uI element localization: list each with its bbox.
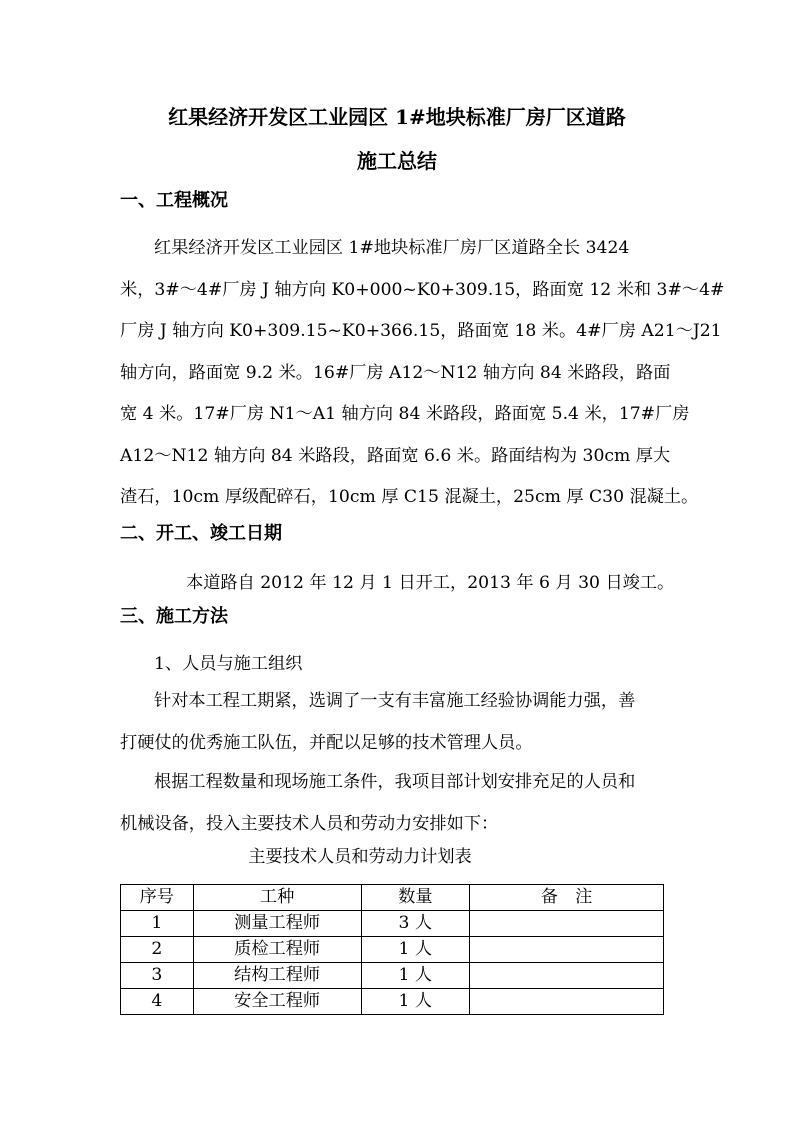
section-heading-overview: 一、工程概况 xyxy=(120,190,228,211)
cell-trade: 测量工程师 xyxy=(193,911,361,937)
overview-paragraph xyxy=(120,228,725,519)
overview-line: 红果经济开发区工业园区 1#地块标准厂房厂区道路全长 3424 xyxy=(154,238,630,258)
cell-index: 4 xyxy=(121,989,194,1015)
section-heading-method: 三、施工方法 xyxy=(120,606,228,627)
arrangement-line: 根据工程数量和现场施工条件，我项目部计划安排充足的人员和 xyxy=(154,772,636,792)
cell-index: 1 xyxy=(121,911,194,937)
cell-trade: 质检工程师 xyxy=(193,937,361,963)
cell-quantity: 1 人 xyxy=(361,937,469,963)
table-row xyxy=(121,989,664,1015)
arrangement-paragraph xyxy=(120,762,676,845)
table-caption: 主要技术人员和劳动力计划表 xyxy=(248,847,472,867)
section-heading-dates: 二、开工、竣工日期 xyxy=(120,523,282,544)
subheading-personnel: 1、人员与施工组织 xyxy=(154,654,303,674)
dates-paragraph: 本道路自 2012 年 12 月 1 日开工，2013 年 6 月 30 日竣工。 xyxy=(186,573,675,593)
personnel-line: 针对本工程工期紧，选调了一支有丰富施工经验协调能力强，善 xyxy=(154,691,636,711)
overview-line: 米，3#～4#厂房 J 轴方向 K0+000~K0+309.15，路面宽 12 米和 3#～4# xyxy=(120,279,725,300)
overview-line: 宽 4 米。17#厂房 N1～A1 轴方向 84 米路段，路面宽 5.4 米，17#厂房 xyxy=(120,404,690,424)
overview-line: A12～N12 轴方向 84 米路段，路面宽 6.6 米。路面结构为 30cm 厚大 xyxy=(120,445,671,466)
table-row xyxy=(121,937,664,963)
staff-plan-table xyxy=(120,884,664,1015)
column-header-index: 序号 xyxy=(121,885,194,911)
overview-line: 渣石，10cm 厚级配碎石，10cm 厚 C15 混凝土，25cm 厚 C30 混凝土。 xyxy=(120,487,699,507)
arrangement-line: 机械设备，投入主要技术人员和劳动力安排如下： xyxy=(120,813,499,834)
table-header-row xyxy=(121,885,664,911)
cell-quantity: 3 人 xyxy=(361,911,469,937)
cell-index: 2 xyxy=(121,937,194,963)
personnel-paragraph xyxy=(120,681,676,764)
overview-line: 轴方向，路面宽 9.2 米。16#厂房 A12～N12 轴方向 84 米路段，路面 xyxy=(120,362,671,383)
column-header-remarks: 备 注 xyxy=(470,885,664,911)
cell-remarks xyxy=(470,937,664,963)
personnel-line: 打硬仗的优秀施工队伍，并配以足够的技术管理人员。 xyxy=(120,732,533,753)
cell-remarks xyxy=(470,989,664,1015)
cell-index: 3 xyxy=(121,963,194,989)
cell-quantity: 1 人 xyxy=(361,963,469,989)
document-title: 红果经济开发区工业园区 1#地块标准厂房厂区道路 xyxy=(168,105,626,129)
cell-quantity: 1 人 xyxy=(361,989,469,1015)
table-row xyxy=(121,911,664,937)
column-header-quantity: 数量 xyxy=(361,885,469,911)
cell-trade: 安全工程师 xyxy=(193,989,361,1015)
overview-line: 厂房 J 轴方向 K0+309.15~K0+366.15，路面宽 18 米。4#厂房 A21～J21 xyxy=(120,321,722,341)
cell-trade: 结构工程师 xyxy=(193,963,361,989)
cell-remarks xyxy=(470,963,664,989)
cell-remarks xyxy=(470,911,664,937)
document-subtitle: 施工总结 xyxy=(357,149,437,173)
column-header-trade: 工种 xyxy=(193,885,361,911)
table-row xyxy=(121,963,664,989)
